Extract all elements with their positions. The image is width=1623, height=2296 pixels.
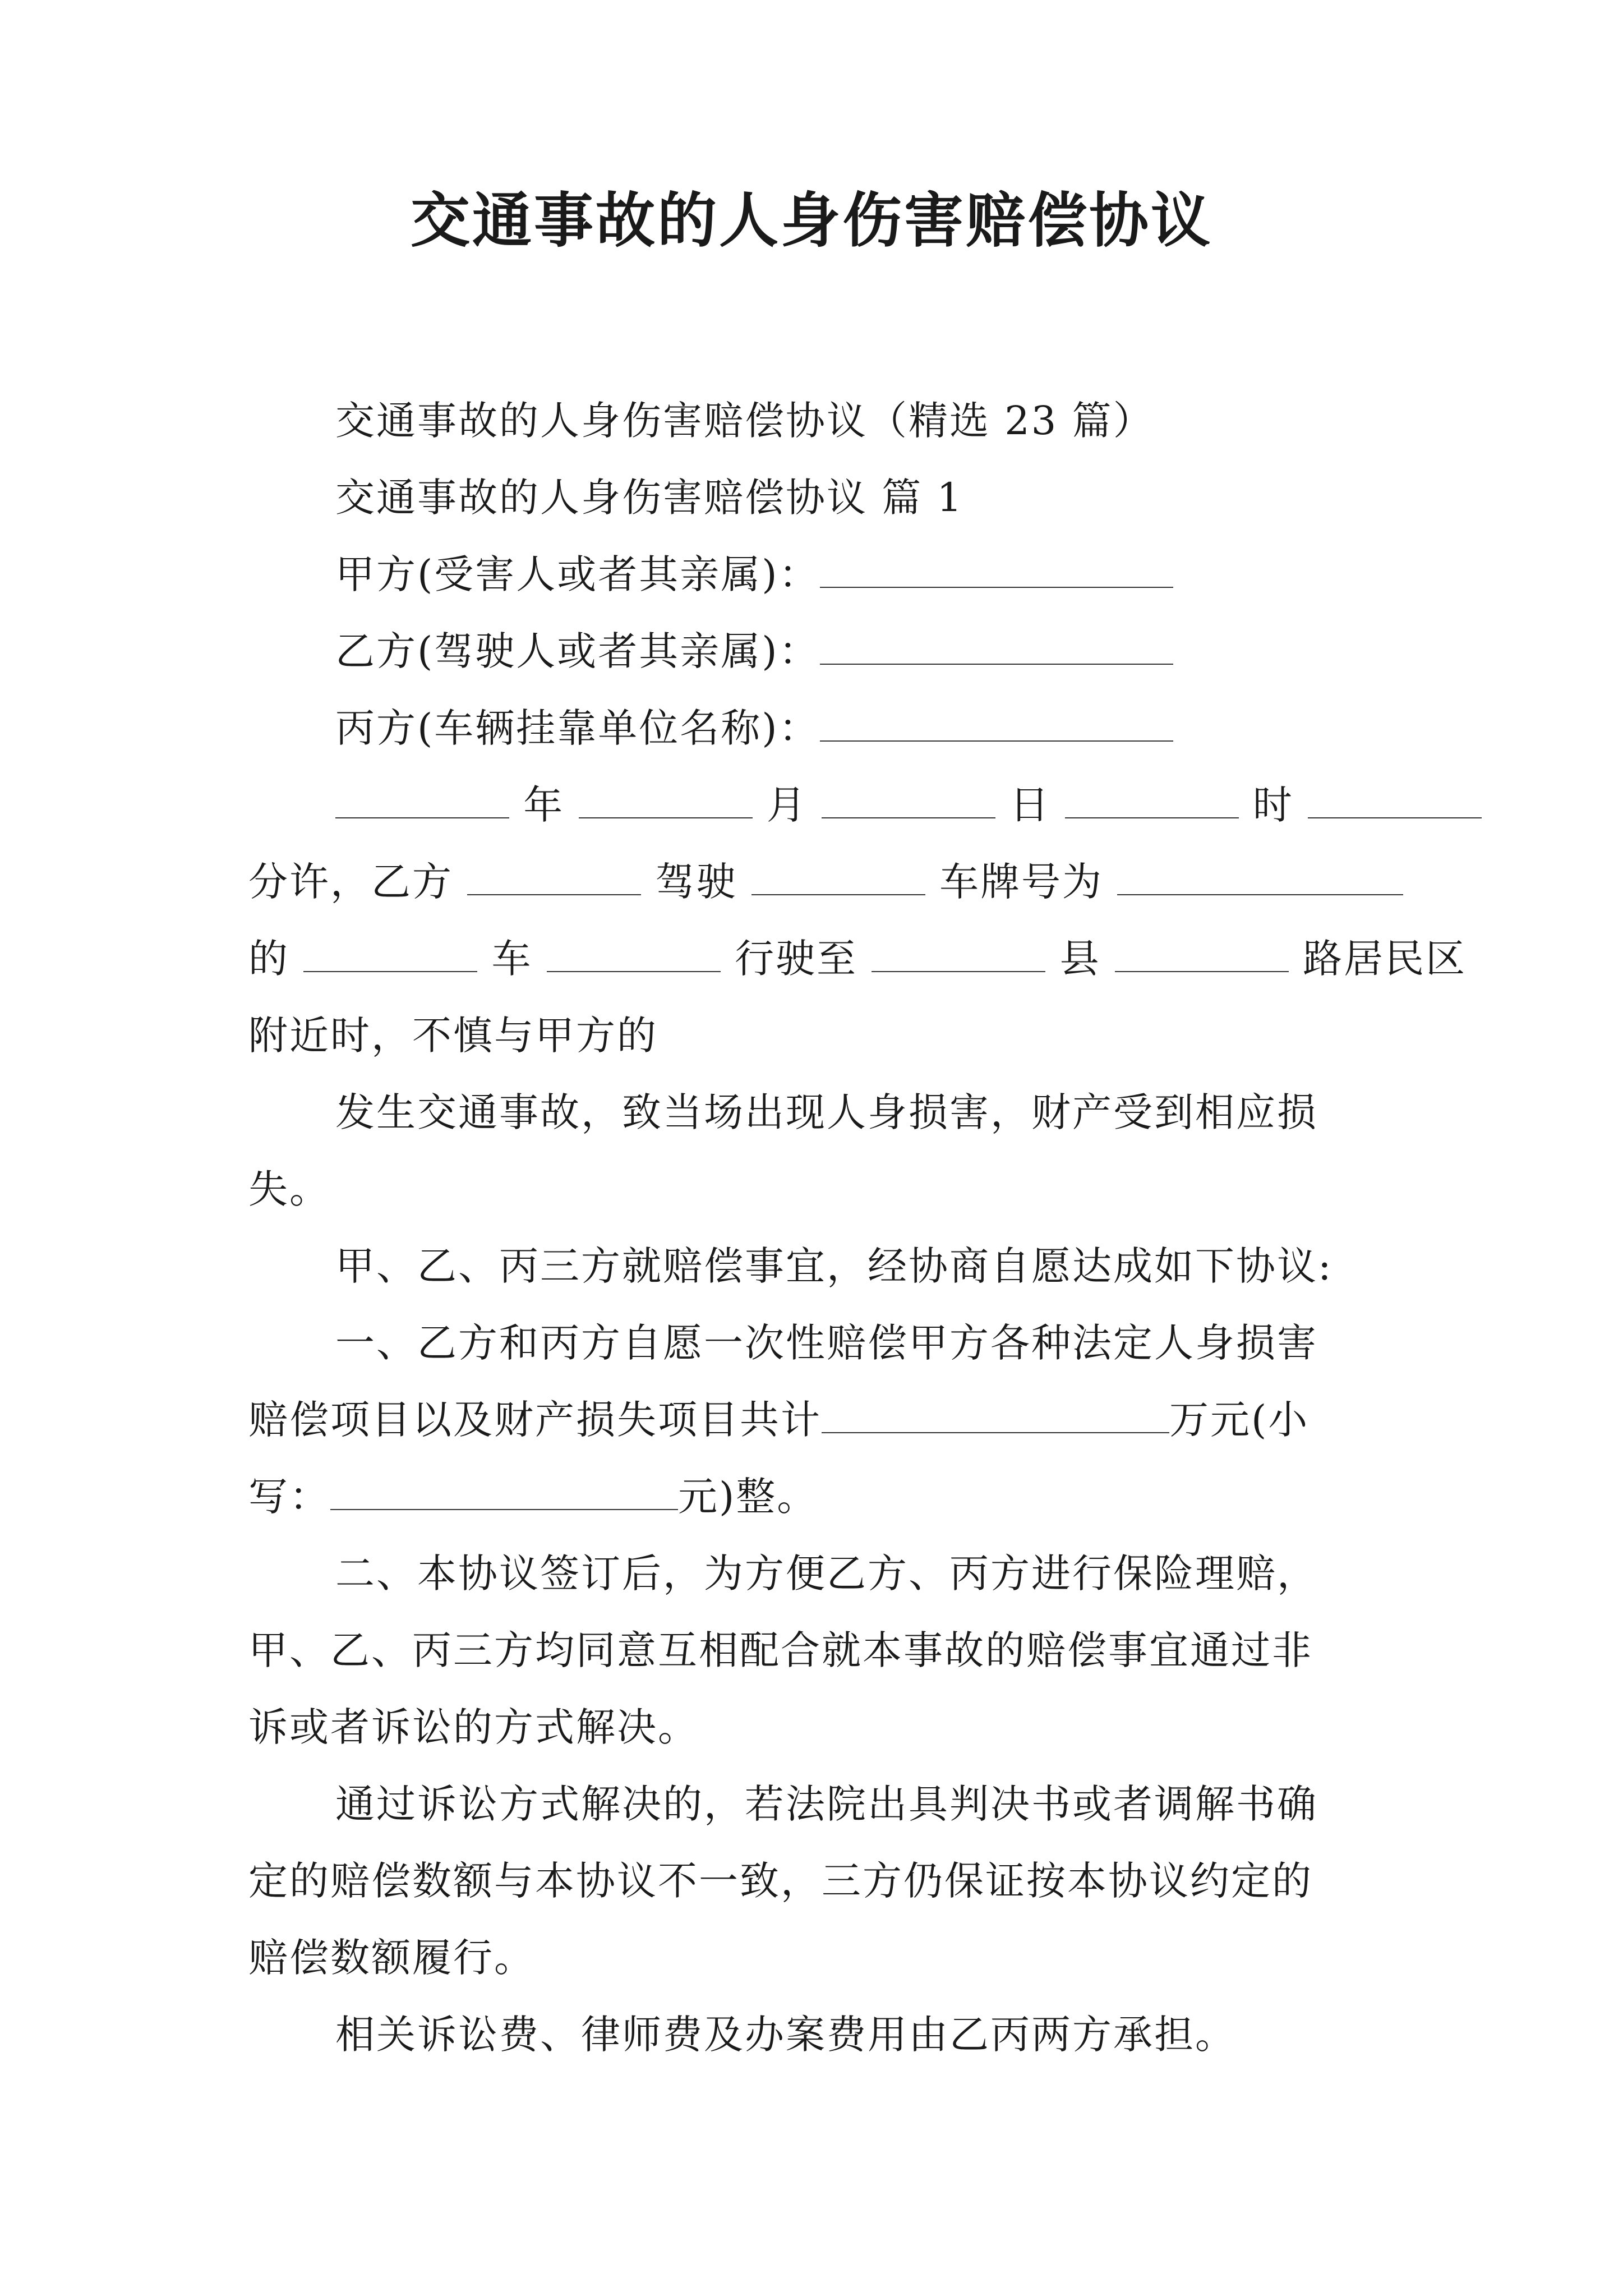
road-blank: [1115, 937, 1289, 972]
fees-line: 相关诉讼费、律师费及办案费用由乙丙两方承担。: [335, 2012, 1236, 2058]
driver-blank: [467, 861, 641, 895]
agreement-intro: 甲、乙、丙三方就赔偿事宜，经协商自愿达成如下协议:: [335, 1243, 1333, 1289]
county-label: 县: [1059, 936, 1101, 982]
party-c-line: [248, 690, 1387, 767]
drive-label: 驾驶: [655, 859, 737, 905]
of-label: 的: [248, 936, 289, 982]
item2-line-2: 甲、乙、丙三方均同意互相配合就本事故的赔偿事宜通过非: [248, 1627, 1313, 1673]
item1-line-1: 一、乙方和丙方自愿一次性赔偿甲方各种法定人身损害: [335, 1320, 1318, 1366]
color-blank: [303, 937, 477, 972]
item2-line-1: 二、本协议签订后，为方便乙方、丙方进行保险理赔，: [335, 1550, 1318, 1596]
item1-wan-label: 万元(小: [1169, 1397, 1310, 1443]
chapter-heading: 交通事故的人身伤害赔偿协议 篇 1: [335, 475, 964, 521]
party-a-label: 甲方(受害人或者其亲属)：: [335, 551, 820, 597]
amount-wan-blank: [822, 1398, 1169, 1433]
plate-blank: [1117, 861, 1403, 895]
party-a-blank: [820, 553, 1173, 588]
year-label: 年: [523, 782, 565, 828]
year-blank: [335, 784, 509, 818]
subtitle: 交通事故的人身伤害赔偿协议（精选 23 篇）: [335, 398, 1154, 444]
vehicle-blank: [751, 861, 925, 895]
accident-date-line: [248, 767, 1387, 844]
litigation-line-2: 定的赔偿数额与本协议不一致，三方仍保证按本协议约定的: [248, 1858, 1313, 1904]
month-blank: [579, 784, 753, 818]
road-label: 路居民区: [1303, 936, 1467, 982]
item2-line-3: 诉或者诉讼的方式解决。: [248, 1704, 699, 1750]
county-blank: [872, 937, 1045, 972]
direction-blank: [547, 937, 721, 972]
drive-to-label: 行驶至: [735, 936, 858, 982]
document-body: [248, 383, 1467, 2073]
party-a-line: [248, 536, 1387, 613]
amount-yuan-blank: [330, 1475, 678, 1510]
litigation-line-1: 通过诉讼方式解决的，若法院出具判决书或者调解书确: [335, 1781, 1318, 1827]
minute-driver-label: 分许，乙方: [248, 859, 453, 905]
party-b-blank: [820, 630, 1173, 665]
item1-line-3: [248, 1458, 1387, 1535]
litigation-line-3: 赔偿数额履行。: [248, 1935, 535, 1981]
minute-blank: [1308, 784, 1482, 818]
day-blank: [822, 784, 995, 818]
document-title: 交通事故的人身伤害赔偿协议: [411, 185, 1212, 255]
hour-blank: [1065, 784, 1239, 818]
car-label: 车: [491, 936, 533, 982]
accident-driver-line: [248, 844, 1387, 921]
party-c-blank: [820, 707, 1173, 742]
occurrence-line-1: 发生交通事故，致当场出现人身损害，财产受到相应损: [335, 1089, 1318, 1135]
plate-label: 车牌号为: [939, 859, 1104, 905]
item1-line-2: [248, 1382, 1387, 1458]
occurrence-line-2: 失。: [248, 1166, 330, 1212]
item1-total-label: 赔偿项目以及财产损失项目共计: [248, 1397, 822, 1443]
item1-yuan-label: 元)整。: [678, 1474, 818, 1520]
accident-near-line: 附近时，不慎与甲方的: [248, 1013, 658, 1059]
party-b-line: [248, 613, 1387, 690]
hour-label: 时: [1252, 782, 1294, 828]
party-c-label: 丙方(车辆挂靠单位名称)：: [335, 705, 820, 751]
day-label: 日: [1009, 782, 1051, 828]
accident-location-line: [248, 921, 1467, 997]
party-b-label: 乙方(驾驶人或者其亲属)：: [335, 628, 820, 674]
item1-small-label: 写：: [248, 1474, 330, 1520]
month-label: 月: [766, 782, 808, 828]
